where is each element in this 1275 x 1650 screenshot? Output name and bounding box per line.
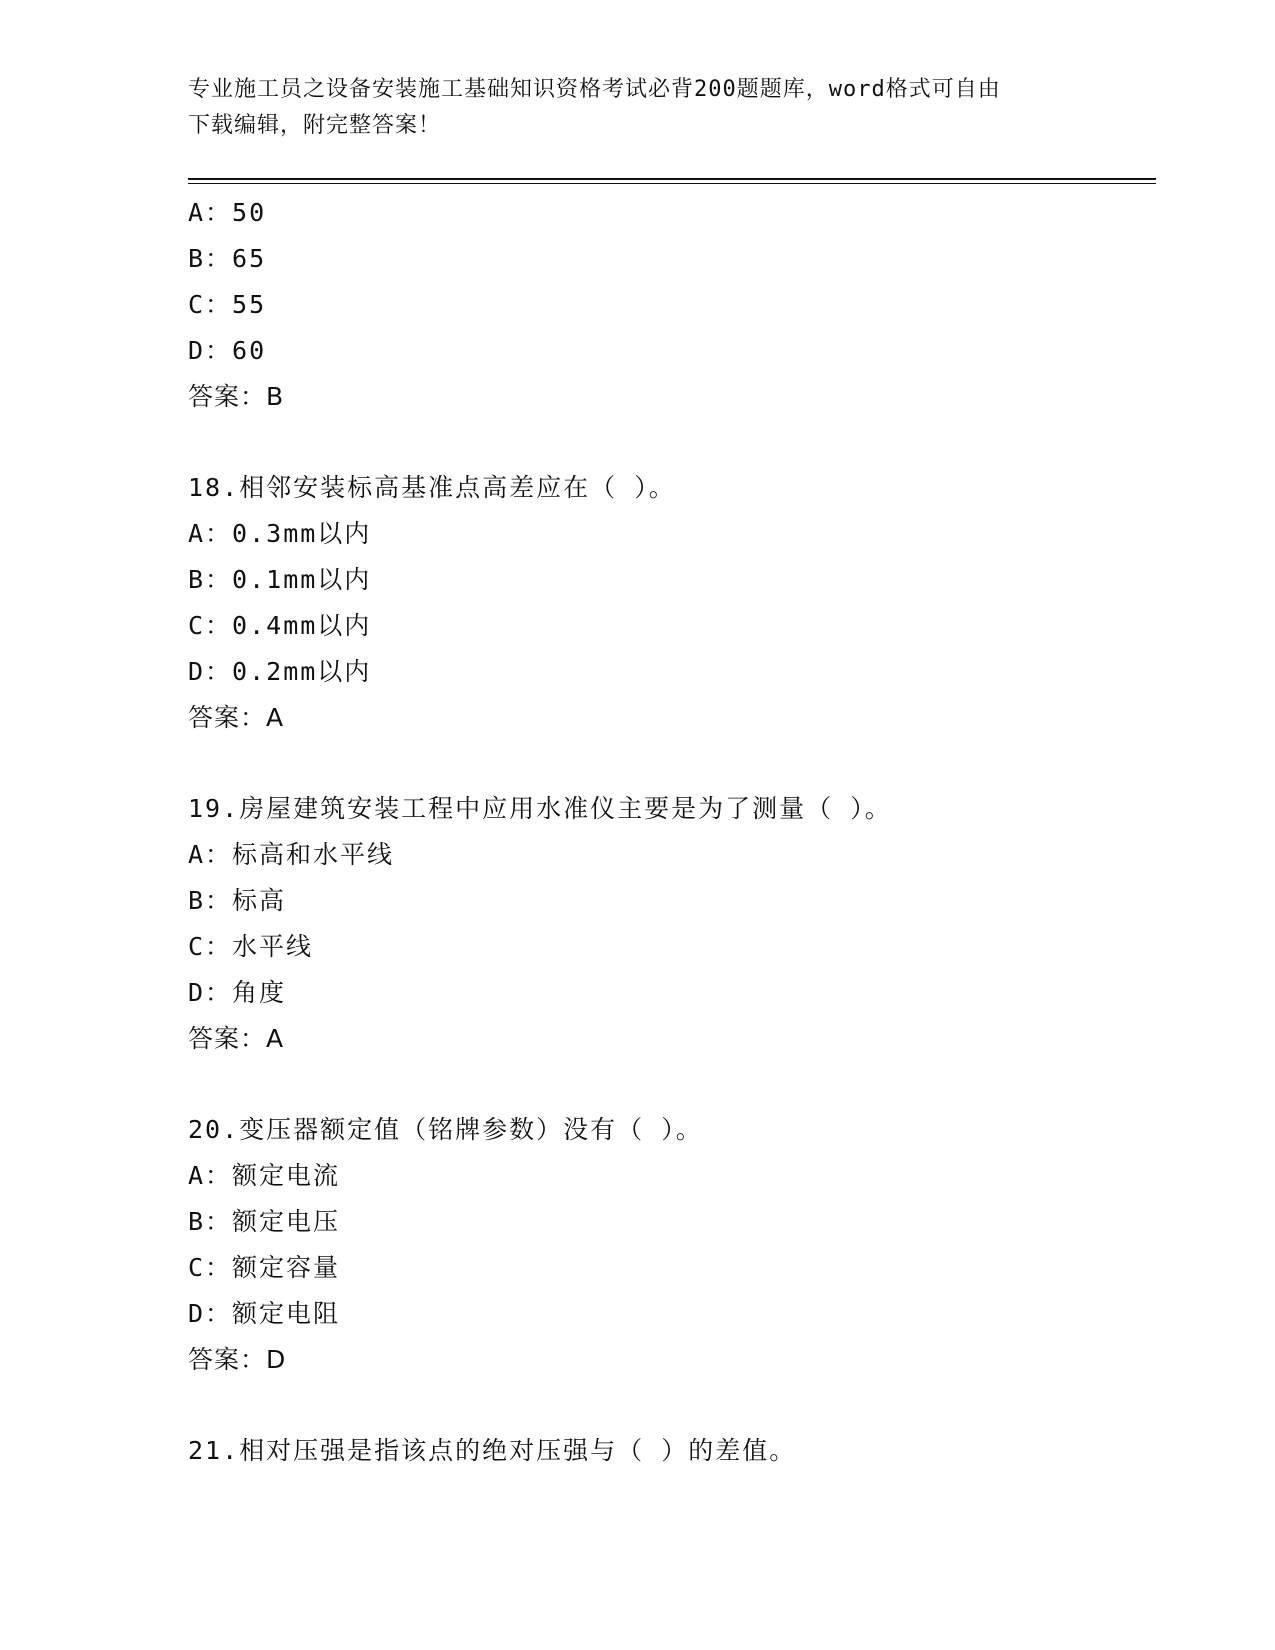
question-19 [188,786,1156,1062]
option-a: A：标高和水平线 [188,840,395,869]
document-header [188,72,1088,144]
question-17 [188,190,1156,420]
option-b: B：65 [188,244,267,273]
answer: 答案：A [188,1024,285,1053]
option-d: D：角度 [188,978,287,1007]
header-divider-thick [188,178,1156,180]
option-d: D：额定电阻 [188,1299,341,1328]
question-text: 20.变压器额定值（铭牌参数）没有（ ）。 [188,1115,703,1144]
option-b: B：标高 [188,886,287,915]
answer: 答案：A [188,703,285,732]
option-d: D：60 [188,336,267,365]
option-d: D：0.2mm以内 [188,657,372,686]
question-text: 18.相邻安装标高基准点高差应在（ ）。 [188,473,676,502]
question-18 [188,465,1156,741]
option-c: C：额定容量 [188,1253,341,1282]
answer: 答案：B [188,382,285,411]
header-line-1: 专业施工员之设备安装施工基础知识资格考试必背200题题库，word格式可自由 [188,77,1001,102]
option-a: A：0.3mm以内 [188,519,372,548]
answer: 答案：D [188,1345,287,1374]
option-c: C：0.4mm以内 [188,611,372,640]
header-divider-thin [188,183,1156,184]
option-b: B：额定电压 [188,1207,341,1236]
option-a: A：额定电流 [188,1161,341,1190]
option-c: C：55 [188,290,267,319]
option-a: A：50 [188,198,267,227]
question-20 [188,1107,1156,1383]
option-b: B：0.1mm以内 [188,565,372,594]
question-21 [188,1428,1156,1474]
question-list [188,190,1156,1474]
header-line-2: 下载编辑，附完整答案！ [188,113,442,138]
question-text: 19.房屋建筑安装工程中应用水准仪主要是为了测量（ ）。 [188,794,892,823]
question-text: 21.相对压强是指该点的绝对压强与（ ）的差值。 [188,1436,797,1465]
option-c: C：水平线 [188,932,314,961]
